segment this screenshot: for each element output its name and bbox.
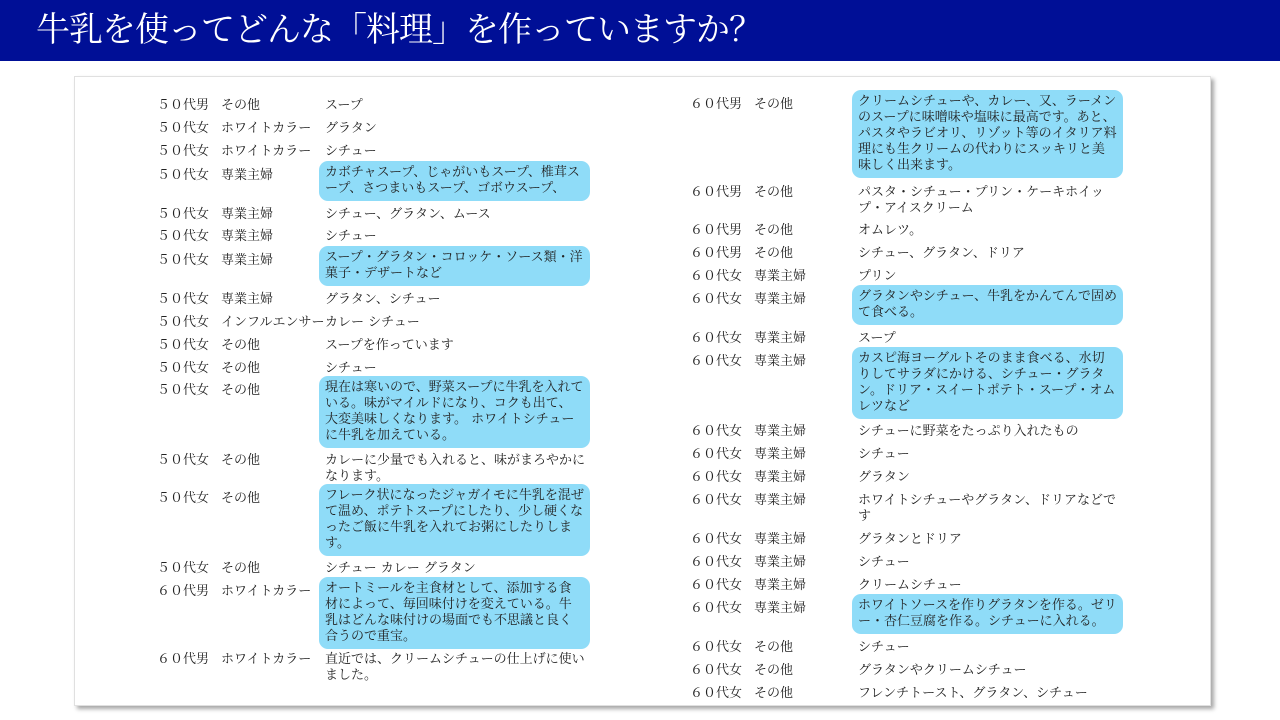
respondent-age: ５０代女	[157, 168, 210, 183]
respondent-occupation: その他	[754, 640, 794, 655]
respondent-age: ５０代女	[157, 315, 210, 330]
respondent-age: ６０代女	[690, 354, 743, 369]
page-title: 牛乳を使ってどんな「料理」を作っていますか？	[36, 10, 762, 50]
respondent-occupation: ホワイトカラー	[221, 144, 312, 159]
respondent-age: ５０代女	[157, 207, 210, 222]
respondent-age: ６０代男	[690, 223, 743, 238]
respondent-occupation: その他	[221, 338, 261, 353]
respondent-occupation: その他	[754, 663, 794, 678]
highlighted-answer: グラタンやシチュー、牛乳をかんてんで固めて食べる。	[852, 285, 1123, 325]
answer-text: スープを作っています	[325, 338, 454, 353]
respondent-occupation: ホワイトカラー	[221, 584, 312, 599]
respondent-occupation: その他	[221, 561, 261, 576]
respondent-occupation: 専業主婦	[221, 253, 274, 268]
answer-text: プリン	[858, 269, 897, 284]
answer-text: オムレツ。	[858, 223, 923, 238]
respondent-occupation: その他	[754, 686, 794, 701]
respondent-occupation: その他	[221, 453, 261, 468]
answer-text: シチュー、グラタン、ドリア	[858, 246, 1025, 261]
answer-text: クリームシチュー	[858, 578, 962, 593]
answer-text: シチュー	[858, 447, 910, 462]
answer-text: グラタン	[858, 470, 910, 485]
answer-text: シチュー	[325, 229, 377, 244]
respondent-occupation: 専業主婦	[754, 424, 807, 439]
respondent-occupation: 専業主婦	[754, 354, 807, 369]
highlighted-answer: 現在は寒いので、野菜スープに牛乳を入れている。味がマイルドになり、コクも出て、大変美味しくなります。 ホワイトシチューに牛乳を加えている。	[319, 376, 590, 448]
answer-text: グラタンとドリア	[858, 532, 962, 547]
answer-text: グラタン、シチュー	[325, 292, 441, 307]
respondent-age: ６０代男	[157, 652, 210, 667]
highlighted-answer: オートミールを主食材として、添加する食材によって、毎回味付けを変えている。牛乳はどんな味付けの場面でも不思議と良く合うので重宝。	[319, 577, 590, 649]
respondent-age: ６０代男	[690, 185, 743, 200]
respondent-occupation: 専業主婦	[754, 532, 807, 547]
respondent-age: ６０代男	[690, 97, 743, 112]
respondent-occupation: 専業主婦	[754, 447, 807, 462]
respondent-age: ６０代男	[690, 246, 743, 261]
answer-text: グラタンやクリームシチュー	[858, 663, 1027, 678]
respondent-age: ６０代女	[690, 470, 743, 485]
respondent-age: ６０代女	[690, 578, 743, 593]
respondent-occupation: ホワイトカラー	[221, 652, 312, 667]
respondent-age: ６０代女	[690, 292, 743, 307]
answer-text: ホワイトシチューやグラタン、ドリアなどです	[858, 493, 1117, 524]
respondent-occupation: その他	[221, 383, 261, 398]
respondent-occupation: 専業主婦	[754, 578, 807, 593]
respondent-occupation: その他	[754, 223, 794, 238]
respondent-occupation: その他	[754, 97, 794, 112]
answer-text: シチューに野菜をたっぷり入れたもの	[858, 424, 1079, 439]
highlighted-answer: カボチャスープ、じゃがいもスープ、椎茸スープ、さつまいもスープ、ゴボウスープ、	[319, 161, 590, 201]
respondent-age: ６０代女	[690, 686, 743, 701]
answer-text: シチュー	[858, 640, 910, 655]
respondent-occupation: 専業主婦	[221, 229, 274, 244]
respondent-age: ５０代男	[157, 98, 210, 113]
respondent-age: ６０代女	[690, 532, 743, 547]
respondent-age: ６０代女	[690, 555, 743, 570]
answer-text: パスタ・シチュー・プリン・ケーキホイップ・アイスクリーム	[858, 185, 1104, 216]
respondent-occupation: 専業主婦	[754, 555, 807, 570]
highlighted-answer: フレーク状になったジャガイモに牛乳を混ぜて温め、ポテトスープにしたり、少し硬くなったご飯に牛乳を入れてお粥にしたりします。	[319, 484, 590, 556]
respondent-age: ５０代女	[157, 383, 210, 398]
respondent-occupation: その他	[754, 246, 794, 261]
respondent-occupation: 専業主婦	[221, 168, 274, 183]
answer-text: シチュー	[858, 555, 910, 570]
respondent-age: ６０代男	[157, 584, 210, 599]
respondent-age: ５０代女	[157, 338, 210, 353]
answer-text: 直近では、クリームシチューの仕上げに使いました。	[325, 652, 585, 683]
respondent-age: ６０代女	[690, 493, 743, 508]
respondent-occupation: 専業主婦	[754, 269, 807, 284]
respondent-age: ５０代女	[157, 144, 210, 159]
respondent-age: ５０代女	[157, 561, 210, 576]
respondent-age: ５０代女	[157, 253, 210, 268]
answer-text: グラタン	[325, 121, 377, 136]
respondent-age: ６０代女	[690, 601, 743, 616]
answer-text: シチュー	[325, 361, 377, 376]
answer-text: カレーに少量でも入れると、味がまろやかになります。	[325, 453, 586, 484]
respondent-age: ６０代女	[690, 447, 743, 462]
answer-text: スープ	[858, 331, 896, 346]
respondent-occupation: その他	[221, 361, 261, 376]
survey-panel	[74, 76, 1211, 706]
respondent-occupation: その他	[221, 491, 261, 506]
respondent-occupation: 専業主婦	[754, 493, 807, 508]
highlighted-answer: ホワイトソースを作りグラタンを作る。ゼリー・杏仁豆腐を作る。シチューに入れる。	[852, 594, 1123, 634]
respondent-age: ６０代女	[690, 663, 743, 678]
respondent-age: ６０代女	[690, 269, 743, 284]
respondent-occupation: 専業主婦	[221, 207, 274, 222]
respondent-occupation: 専業主婦	[754, 331, 807, 346]
respondent-age: ５０代女	[157, 491, 210, 506]
respondent-occupation: その他	[221, 98, 261, 113]
highlighted-answer: クリームシチューや、カレー、又、ラーメンのスープに味噌味や塩味に最高です。あと、パスタやラビオリ、リゾット等のイタリア料理にも生クリームの代わりにスッキリと美味しく出来ます。	[852, 90, 1123, 178]
respondent-age: ６０代女	[690, 640, 743, 655]
respondent-age: ５０代女	[157, 292, 210, 307]
highlighted-answer: カスピ海ヨーグルトそのまま食べる、水切りしてサラダにかける、シチュー・グラタン。ドリア・スイートポテト・スープ・オムレツなど	[852, 347, 1123, 419]
respondent-occupation: その他	[754, 185, 794, 200]
respondent-occupation: 専業主婦	[754, 601, 807, 616]
respondent-age: ６０代女	[690, 424, 743, 439]
answer-text: カレー シチュー	[325, 315, 420, 330]
answer-text: シチュー	[325, 144, 377, 159]
highlighted-answer: スープ・グラタン・コロッケ・ソース類・洋菓子・デザートなど	[319, 246, 590, 286]
respondent-age: ５０代女	[157, 453, 210, 468]
respondent-occupation: 専業主婦	[221, 292, 274, 307]
respondent-age: ５０代女	[157, 361, 210, 376]
title-bar	[0, 0, 1280, 61]
respondent-age: ５０代女	[157, 121, 210, 136]
respondent-occupation: 専業主婦	[754, 292, 807, 307]
answer-text: スープ	[325, 98, 363, 113]
respondent-age: ６０代女	[690, 331, 743, 346]
respondent-occupation: 専業主婦	[754, 470, 807, 485]
answer-text: シチュー カレー グラタン	[325, 561, 476, 576]
respondent-occupation: インフルエンサー	[221, 315, 325, 330]
respondent-occupation: ホワイトカラー	[221, 121, 312, 136]
answer-text: フレンチトースト、グラタン、シチュー	[858, 686, 1088, 701]
respondent-age: ５０代女	[157, 229, 210, 244]
answer-text: シチュー、グラタン、ムース	[325, 207, 491, 222]
